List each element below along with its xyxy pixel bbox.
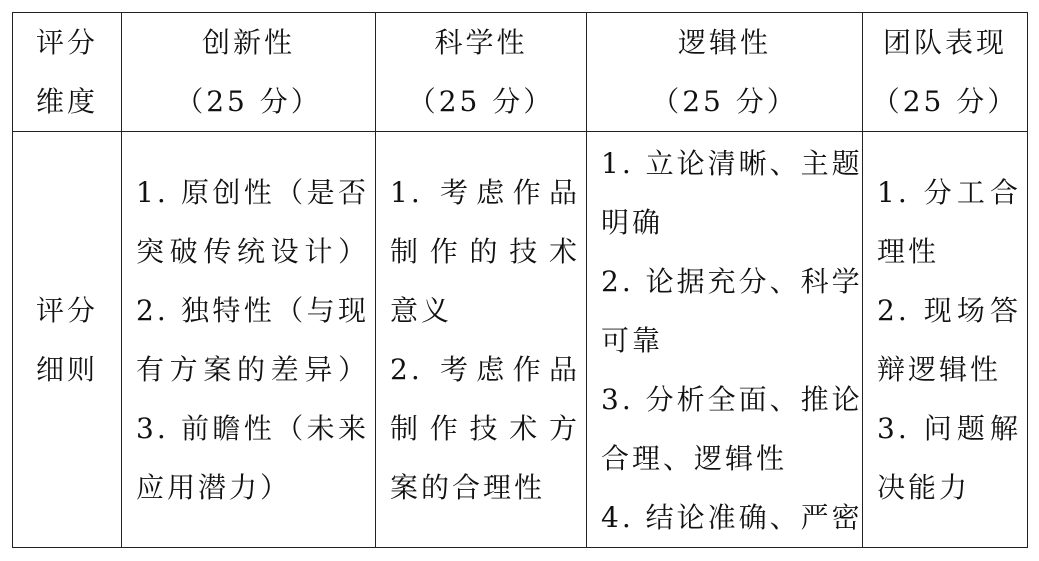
column-name: 团队表现 [882,26,1007,59]
column-name: 科学性 [434,26,528,59]
logic-detail-cell [587,132,863,548]
dimension-header-cell [13,13,122,132]
detail-line: 4. 结论准确、严密 [601,501,863,534]
detail-line: 2. 现场答 [877,293,1021,327]
innovation-header-cell [122,13,376,132]
column-score: （25 分） [407,85,555,118]
detail-label-line: 细则 [35,352,98,386]
column-name: 创新性 [201,26,295,59]
innovation-detail-cell [122,132,376,548]
scoring-rubric-table [12,12,1028,548]
detail-line: 1. 立论清晰、主题 [601,147,863,180]
detail-line: 2. 独特性（与现 [136,293,369,327]
detail-line: 制作技术方 [390,411,580,445]
detail-line: 案的合理性 [390,470,546,504]
detail-line: 2. 考虑作品 [390,352,580,386]
detail-line: 明确 [601,206,664,239]
detail-row [13,132,1028,548]
detail-line: 辩逻辑性 [877,352,1002,386]
column-score: （25 分） [175,85,322,118]
detail-line: 1. 原创性（是否 [136,175,369,209]
detail-line: 应用潜力） [136,470,292,504]
detail-line: 可靠 [601,324,664,357]
detail-line: 有方案的差异） [136,352,369,386]
science-detail-cell [376,132,587,548]
detail-line: 意义 [390,293,453,327]
detail-line: 决能力 [877,470,971,504]
detail-line: 2. 论据充分、科学 [601,265,863,298]
detail-line: 1. 考虑作品 [390,175,580,209]
team-header-cell [863,13,1028,132]
logic-header-cell [587,13,863,132]
detail-line: 合理、逻辑性 [601,442,788,475]
column-score: （25 分） [651,85,798,118]
detail-line: 理性 [877,234,940,268]
column-name: 逻辑性 [677,26,771,59]
detail-line: 突破传统设计） [136,234,369,268]
dimension-label-line: 维度 [35,85,98,118]
detail-label-cell [13,132,122,548]
detail-line: 3. 问题解 [877,411,1021,445]
dimension-label-line: 评分 [35,26,98,59]
detail-line: 3. 前瞻性（未来 [136,411,369,445]
science-header-cell [376,13,587,132]
detail-label-line: 评分 [35,293,98,327]
header-row [13,13,1028,132]
team-detail-cell [863,132,1028,548]
detail-line: 3. 分析全面、推论 [601,383,863,416]
detail-line: 1. 分工合 [877,175,1021,209]
detail-line: 制作的技术 [390,234,580,268]
column-score: （25 分） [871,85,1019,118]
